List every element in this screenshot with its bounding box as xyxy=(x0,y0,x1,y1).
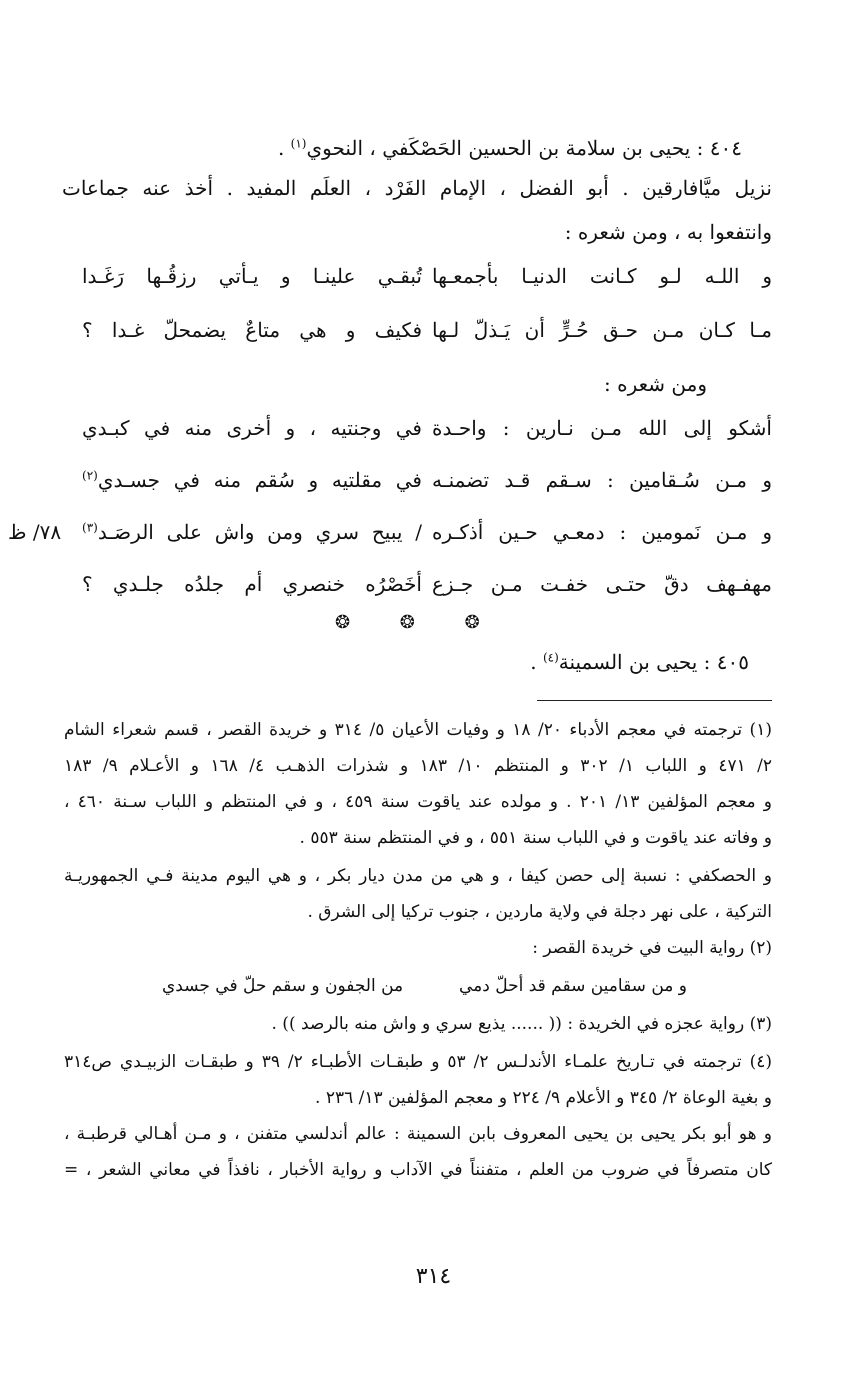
entry-404-bio-line: نزيل ميَّافارقين . أبو الفضل ، الإمام الفَرْد ، العلَم المفيد . أخذ عنه جماعات xyxy=(62,176,772,200)
footnote-line: كان متصرفاً في ضروب من العلم ، متفنناً في الآداب و رواية الأخبار ، نافذاً في معاني الشعر ، = xyxy=(64,1160,772,1180)
footnote-line: و الحصكفي : نسبة إلى حصن كيفا ، و هي من مدن ديار بكر ، و هي اليوم مدينة فـي الجمهوريـة xyxy=(64,866,772,886)
footnote-line: (١) ترجمته في معجم الأدباء ٢٠/ ١٨ و وفيات الأعيان ٥/ ٣١٤ و خريدة القصر ، قسم شعراء الشام xyxy=(64,720,772,740)
footnote-ref: (٢) xyxy=(82,468,98,483)
verse-second-half: في وجنتيه ، و أخرى منه في كبـدي xyxy=(82,416,422,440)
verse-second-half: في مقلتيه و سُقم منه في جسـدي$^{(٢)}$ xyxy=(82,468,422,492)
entry-404-heading: ٤٠٤ : يحيى بن سلامة بن الحسين الحَصْكَفي ، النحوي$^{(١)}$ . xyxy=(277,136,742,160)
footnote-line: (٣) رواية عجزه في الخريدة : (( ...... يذيع سري و واش منه بالرصد )) . xyxy=(271,1014,772,1034)
entry-404-bio-line: وانتفعوا به ، ومن شعره : xyxy=(564,220,772,244)
footnote-verse-first-half: و من سقامين سقم قد أحلّ دمي xyxy=(458,976,687,996)
footnote-line: و معجم المؤلفين ١٣/ ٢٠١ . و مولده عند ياقوت سنة ٤٥٩ ، و في المنتظم و اللباب سـنة ٤٦٠ ، xyxy=(64,792,772,812)
verse-second-half: تُبقـي علينـا و يـأتي رزقُـها رَغَـدا xyxy=(82,264,422,288)
footnote-line: و هو أبو بكر يحيى بن يحيى المعروف بابن السمينة : عالم أندلسي متفنن ، و مـن أهـالي قرطبـة ، xyxy=(64,1124,772,1144)
verse-first-half: مهفـهف دقّ حتـى خفـت مـن جـزع xyxy=(432,572,772,596)
section-divider-ornament: ❂ ❂ ❂ xyxy=(335,612,502,633)
footnote-line: ٢/ ٤٧١ و اللباب ١/ ٣٠٢ و المنتظم ١٠/ ١٨٣ و شذرات الذهـب ٤/ ١٦٨ و الأعـلام ٩/ ١٨٣ xyxy=(64,756,773,776)
footnote-line: و وفاته عند ياقوت و في اللباب سنة ٥٥١ ، و في المنتظم سنة ٥٥٣ . xyxy=(299,828,772,848)
verse-first-half: أشكو إلى الله مـن نـارين : واحـدة xyxy=(432,416,772,440)
footnote-verse-second-half: من الجفون و سقم حلّ في جسدي xyxy=(162,976,404,996)
verse-first-half: و مـن نَمومين : دمعـي حـين أذكـره xyxy=(432,520,772,544)
verse-second-half: أخَصْرُه خنصري أم جلدُه جلـدي ؟ xyxy=(82,572,422,596)
verse-first-half: و اللـه لـو كـانت الدنيـا بأجمعـها xyxy=(432,264,772,288)
entry-405-heading: ٤٠٥ : يحيى بن السمينة$^{(٤)}$ . xyxy=(530,650,749,674)
verse-first-half: و مـن سُـقامين : سـقم قـد تضمنـه xyxy=(432,468,772,492)
manuscript-folio-note: ٧٨/ ظ xyxy=(8,520,62,544)
page-number: ٣١٤ xyxy=(415,1264,452,1289)
footnote-ref: (٣) xyxy=(82,520,98,535)
footnote-line: التركية ، على نهر دجلة في ولاية ماردين ، جنوب تركيا إلى الشرق . xyxy=(307,902,772,922)
footnote-line: (٢) رواية البيت في خريدة القصر : xyxy=(532,938,772,958)
footnote-line: و بغية الوعاة ٢/ ٣٤٥ و الأعلام ٩/ ٢٢٤ و معجم المؤلفين ١٣/ ٢٣٦ . xyxy=(315,1088,772,1108)
verse-first-half: مـا كـان مـن حـق حُـرٍّ أن يَـذلّ لـها xyxy=(432,318,772,342)
footnote-ref: (٤) xyxy=(542,650,559,665)
verse-second-half: فكيف و هي متاعٌ يضمحلّ غـدا ؟ xyxy=(82,318,422,342)
footnote-line: (٤) ترجمته في تـاريخ علمـاء الأندلـس ٢/ ٥٣ و طبقـات الأطبـاء ٢/ ٣٩ و طبقـات الزبيـدي ص٣١٤ xyxy=(64,1052,772,1072)
poem-intro: ومن شعره : xyxy=(604,372,707,396)
footnote-separator xyxy=(537,700,772,701)
footnote-ref: (١) xyxy=(290,136,307,151)
verse-second-half: / يبيح سري ومن واش على الرصَـد$^{(٣)}$ xyxy=(82,520,422,544)
